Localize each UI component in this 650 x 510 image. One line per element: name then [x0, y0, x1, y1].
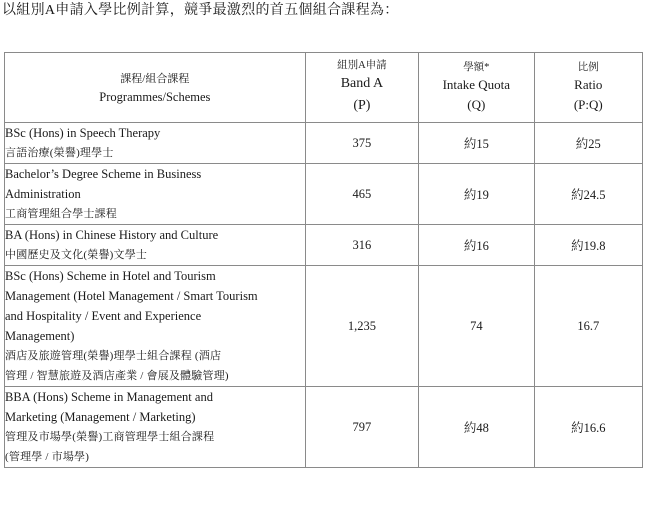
programme-name-en: and Hospitality / Event and Experience [5, 309, 202, 323]
header-quota-zh: 學額* [463, 62, 490, 73]
header-programme-zh: 課程/組合課程 [120, 72, 190, 85]
table-row [5, 164, 643, 225]
ratio-cell: 約25 [534, 123, 642, 164]
header-ratio-en: Ratio [574, 77, 603, 92]
programme-name-en: Management (Hotel Management / Smart Tourism [5, 289, 258, 303]
programme-name-zh: 工商管理組合學士課程 [5, 208, 117, 220]
band-a-cell: 797 [305, 387, 418, 468]
header-band-a-sub: (P) [353, 98, 371, 113]
intro-text: 以組別A申請入學比例計算，競爭最激烈的首五個組合課程為： [2, 3, 399, 18]
programme-cell [5, 123, 306, 164]
table-row [5, 123, 643, 164]
quota-cell: 約19 [419, 164, 534, 225]
ratio-cell: 約19.8 [534, 225, 642, 266]
programme-name-en: BBA (Hons) Scheme in Management and [5, 390, 213, 404]
table-row [5, 387, 643, 468]
header-ratio [534, 53, 642, 123]
programme-name-en: BSc (Hons) in Speech Therapy [5, 126, 161, 140]
band-a-cell: 316 [305, 225, 418, 266]
header-band-a-zh: 組別A申請 [337, 60, 387, 71]
table-row [5, 225, 643, 266]
programme-name-en: Marketing (Management / Marketing) [5, 410, 196, 424]
programme-name-zh: (管理學 / 市場學) [5, 451, 90, 463]
header-quota-en: Intake Quota [442, 77, 511, 92]
programme-name-en: BA (Hons) in Chinese History and Culture [5, 228, 219, 242]
header-programme-en: Programmes/Schemes [99, 89, 211, 104]
quota-cell: 約15 [419, 123, 534, 164]
programme-name-en: BSc (Hons) Scheme in Hotel and Tourism [5, 269, 216, 283]
ratio-cell: 約16.6 [534, 387, 642, 468]
programme-cell [5, 266, 306, 387]
programme-cell [5, 387, 306, 468]
table-header-row [5, 53, 643, 123]
programme-cell [5, 164, 306, 225]
programme-name-zh: 言語治療(榮譽)理學士 [5, 147, 114, 159]
table-row [5, 266, 643, 387]
header-quota-sub: (Q) [467, 97, 486, 112]
programme-name-en: Administration [5, 187, 81, 201]
ratio-cell: 16.7 [534, 266, 642, 387]
programme-cell [5, 225, 306, 266]
header-intake-quota [419, 53, 534, 123]
programme-name-zh: 中國歷史及文化(榮譽)文學士 [5, 249, 148, 261]
header-ratio-sub: (P:Q) [573, 97, 603, 112]
ratio-cell: 約24.5 [534, 164, 642, 225]
programme-name-en: Management) [5, 329, 75, 343]
quota-cell: 約48 [419, 387, 534, 468]
header-ratio-zh: 比例 [577, 62, 599, 73]
quota-cell: 約16 [419, 225, 534, 266]
programme-name-en: Bachelor’s Degree Scheme in Business [5, 167, 202, 181]
band-a-cell: 465 [305, 164, 418, 225]
programme-name-zh: 管理 / 智慧旅遊及酒店產業 / 會展及體驗管理) [5, 370, 229, 382]
programme-name-zh: 管理及市場學(榮譽)工商管理學士組合課程 [5, 431, 215, 443]
header-programme [5, 53, 306, 123]
header-band-a [305, 53, 418, 123]
quota-cell: 74 [419, 266, 534, 387]
programme-name-zh: 酒店及旅遊管理(榮譽)理學士組合課程 (酒店 [5, 350, 222, 362]
header-band-a-en: Band A [340, 76, 384, 91]
band-a-cell: 375 [305, 123, 418, 164]
band-a-cell: 1,235 [305, 266, 418, 387]
admission-ratio-table [4, 52, 643, 468]
